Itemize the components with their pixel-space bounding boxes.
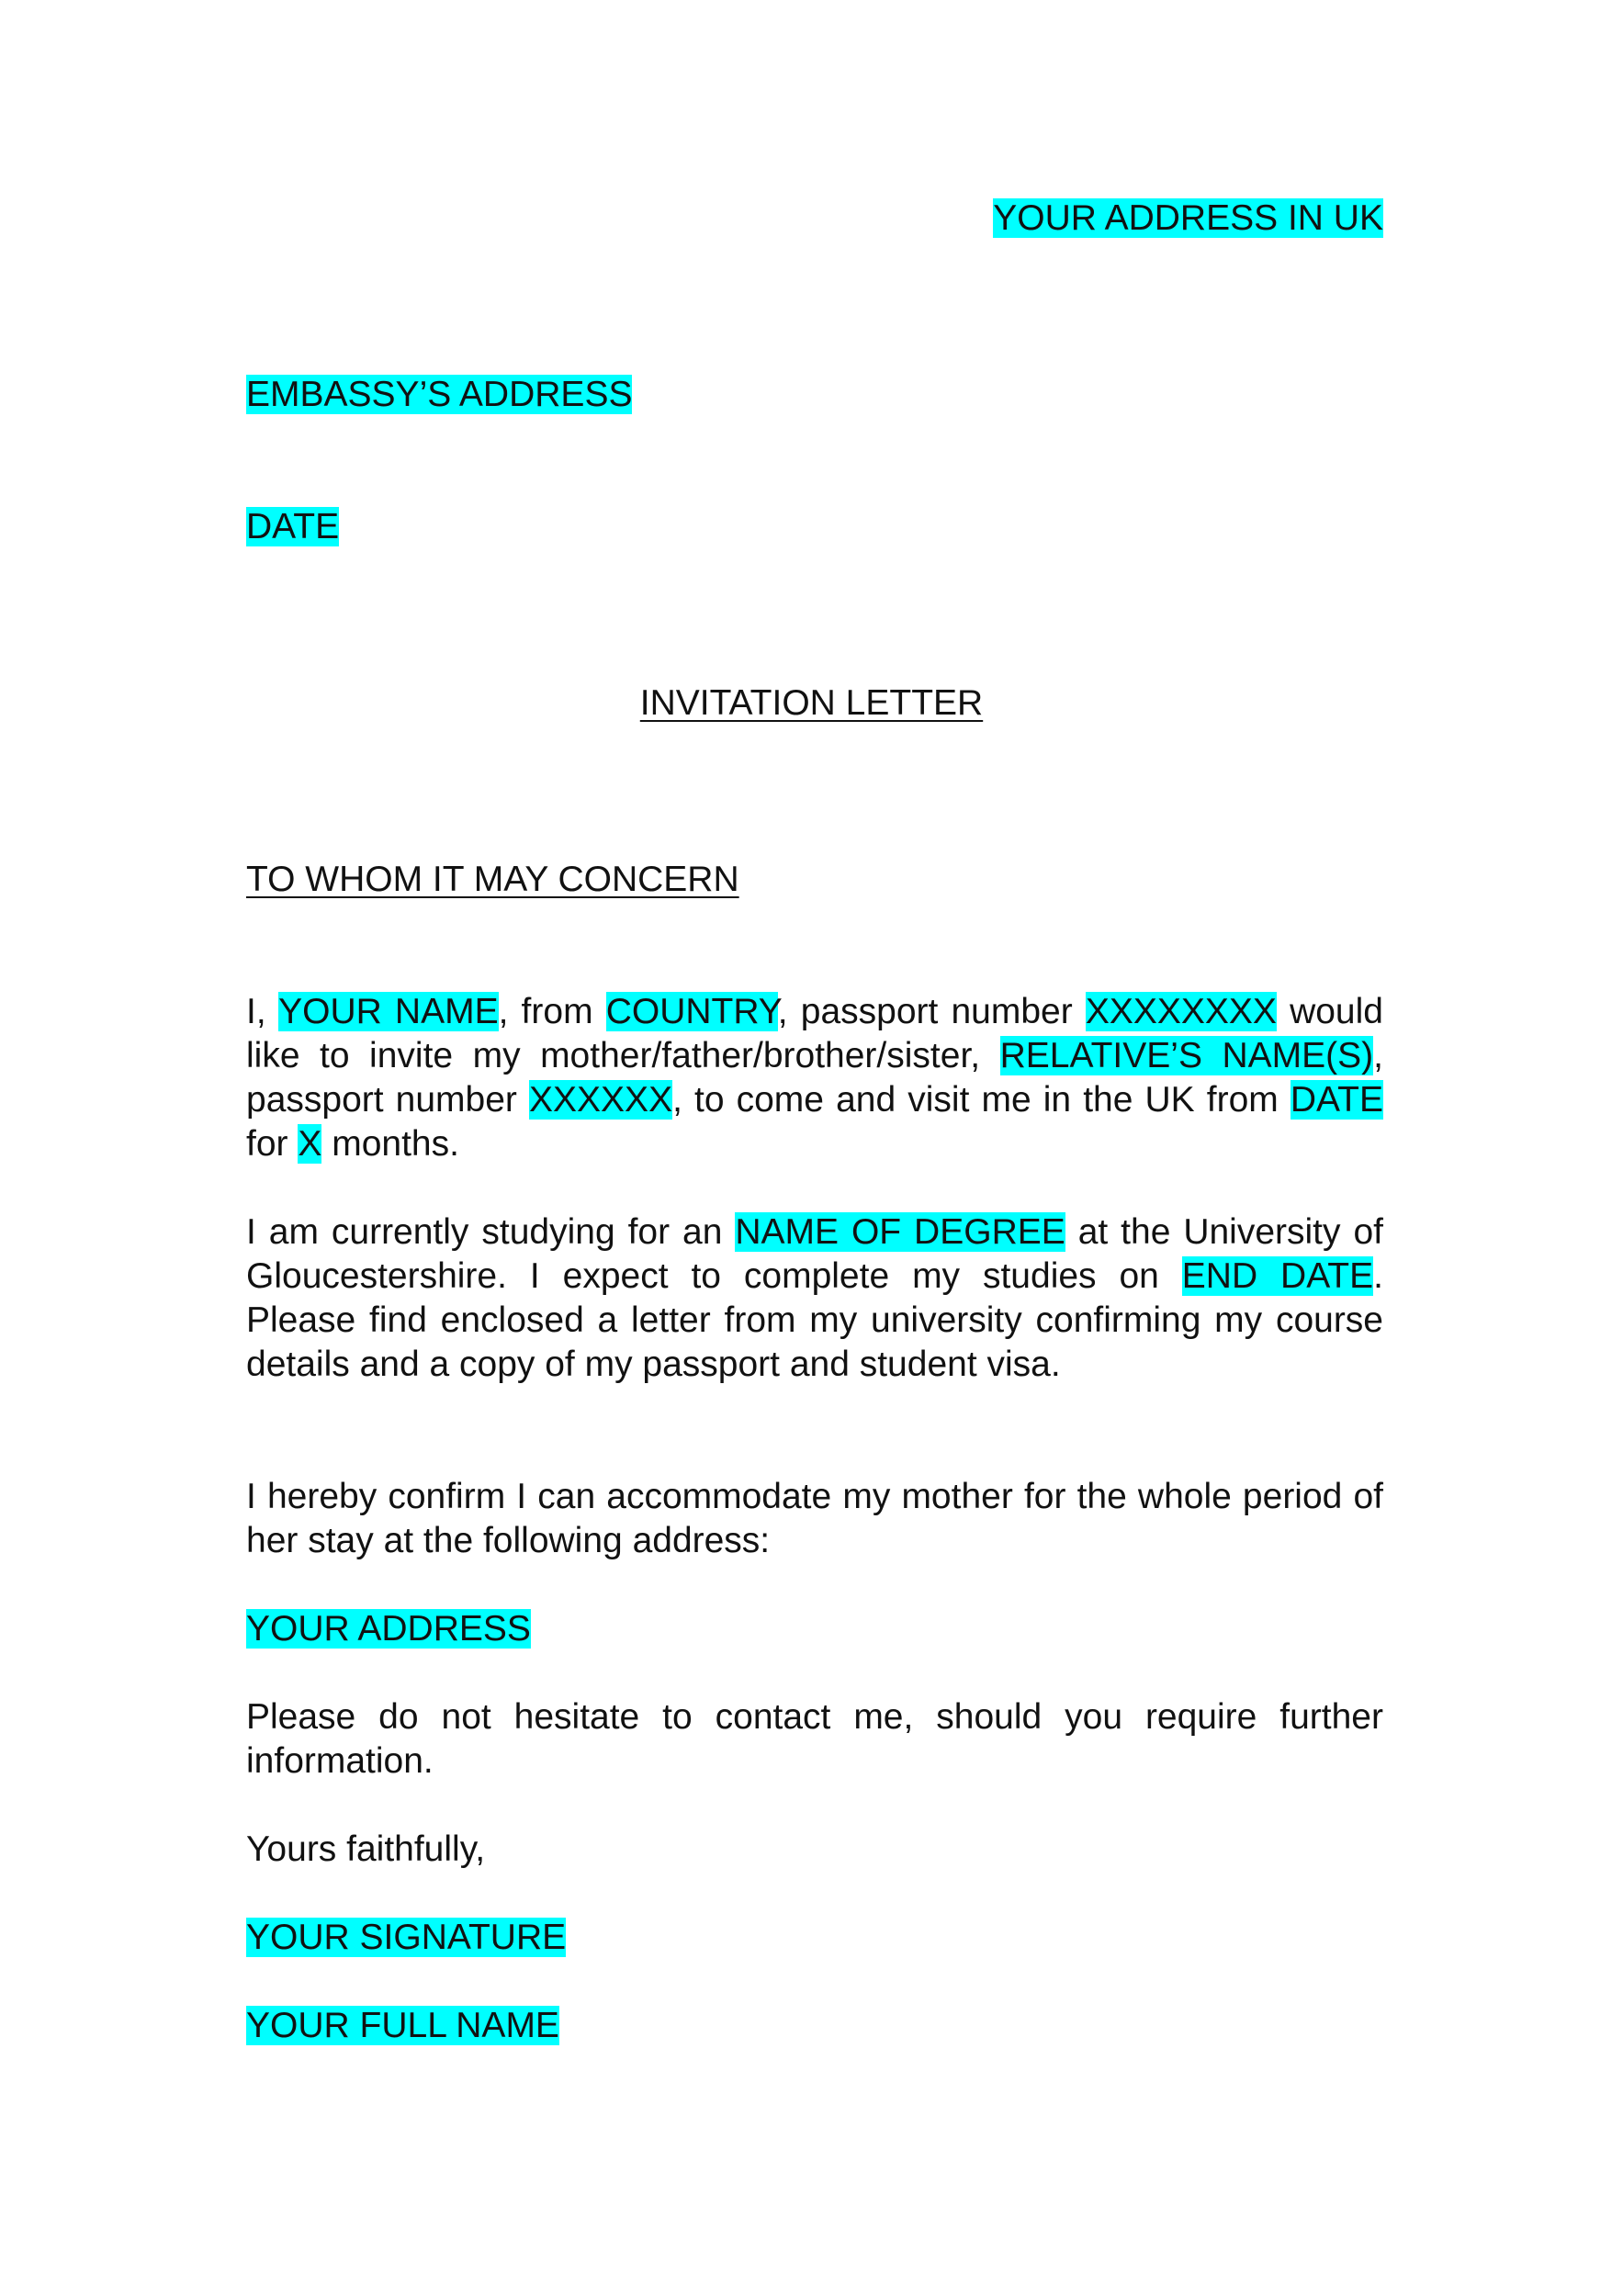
letter-date-placeholder: DATE <box>246 507 340 546</box>
p1-text: would like to invite my mother/father/brother/sister, <box>246 992 1383 1075</box>
p1-text: , to come and visit me in the UK from <box>672 1080 1291 1120</box>
salutation <box>246 858 739 902</box>
country-placeholder: COUNTRY <box>605 992 778 1031</box>
paragraph-invitation <box>246 990 1383 1166</box>
your-address-placeholder: YOUR ADDRESS <box>246 1609 531 1649</box>
paragraph-contact <box>246 1695 1383 1784</box>
p2-text: at the University of Gloucestershire. I expect to complete my studies on <box>246 1212 1383 1296</box>
p1-text: months. <box>321 1124 459 1164</box>
end-date-placeholder: END DATE <box>1181 1256 1374 1296</box>
p2-text: . Please find enclosed a letter from my university confirming my course details and a copy of my passport and student visa. <box>246 1256 1383 1384</box>
full-name <box>246 2004 559 2048</box>
sender-address-placeholder: YOUR ADDRESS IN UK <box>993 198 1383 238</box>
paragraph-studies <box>246 1210 1383 1387</box>
embassy-address-placeholder: EMBASSY’S ADDRESS <box>246 375 633 414</box>
embassy-address <box>246 373 632 417</box>
letter-title <box>0 681 1623 726</box>
signature-placeholder: YOUR SIGNATURE <box>246 1918 567 1957</box>
p2-text: I am currently studying for an <box>246 1212 736 1252</box>
months-placeholder: X <box>298 1124 322 1164</box>
p1-text: for <box>246 1124 299 1164</box>
closing-text: Yours faithfully, <box>246 1829 486 1869</box>
signature <box>246 1916 566 1960</box>
your-name-placeholder: YOUR NAME <box>278 992 499 1031</box>
p1-text: , from <box>498 992 606 1031</box>
p1-text: , passport number <box>246 1036 1383 1120</box>
p3-text: I hereby confirm I can accommodate my mother for the whole period of her stay at the following address: <box>246 1477 1383 1560</box>
your-address <box>246 1607 531 1651</box>
letter-date <box>246 505 339 549</box>
full-name-placeholder: YOUR FULL NAME <box>246 2006 559 2045</box>
letter-title-text: INVITATION LETTER <box>639 683 984 723</box>
paragraph-accommodation <box>246 1475 1383 1563</box>
visit-date-placeholder: DATE <box>1290 1080 1383 1120</box>
relatives-placeholder: RELATIVE’S NAME(S) <box>999 1036 1374 1075</box>
passport-placeholder: XXXXXXXX <box>1085 992 1277 1031</box>
p1-text: , passport number <box>777 992 1086 1031</box>
degree-placeholder: NAME OF DEGREE <box>735 1212 1065 1252</box>
p1-text: I, <box>246 992 279 1031</box>
salutation-text: TO WHOM IT MAY CONCERN <box>246 860 739 899</box>
relative-passport-placeholder: XXXXXX <box>529 1080 673 1120</box>
closing <box>246 1828 485 1872</box>
sender-address <box>993 197 1383 241</box>
p4-text: Please do not hesitate to contact me, should you require further information. <box>246 1697 1383 1781</box>
